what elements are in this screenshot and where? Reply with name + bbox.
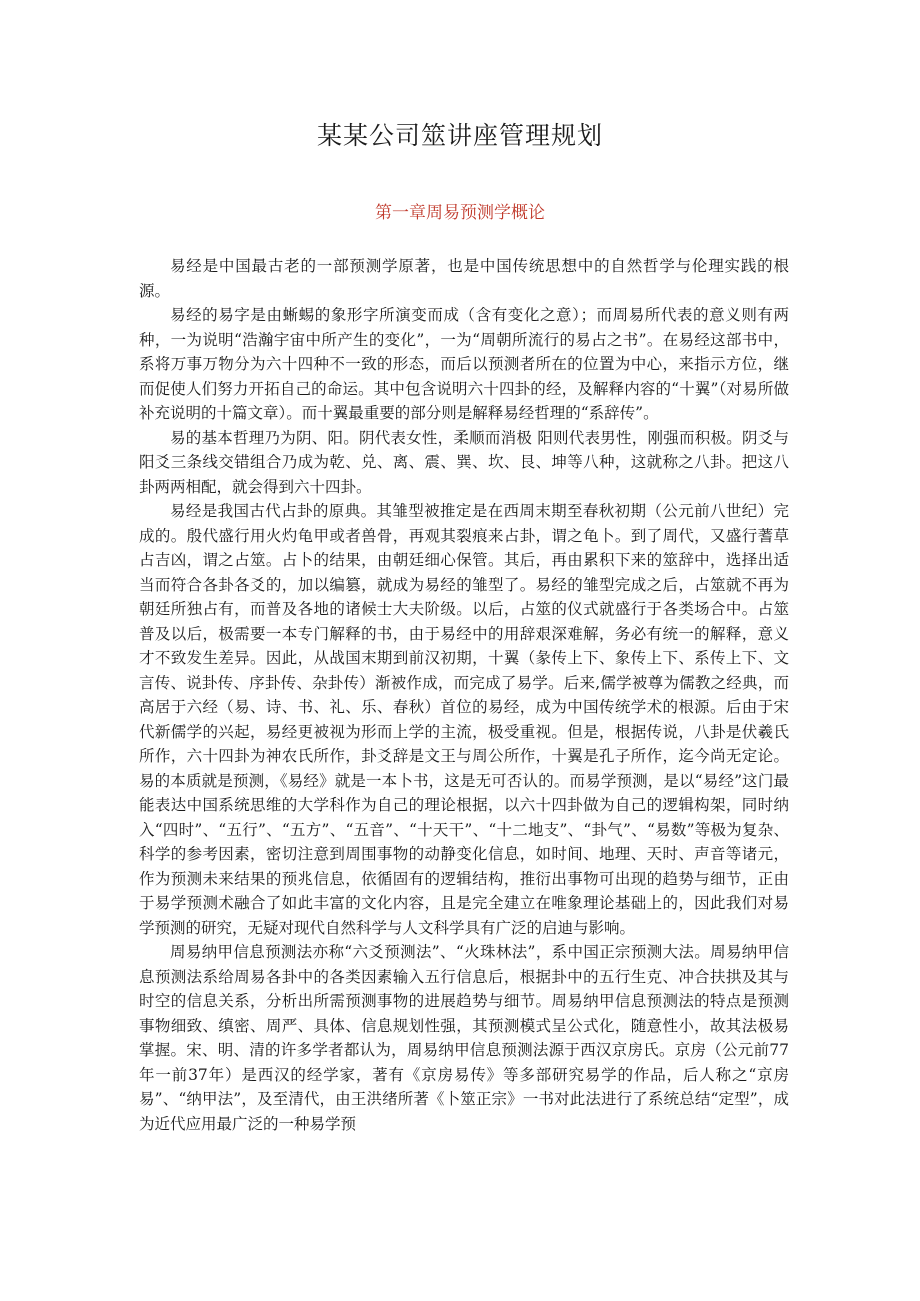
document-body	[139, 254, 789, 1136]
chapter-title: 第一章周易预测学概论	[375, 203, 545, 223]
paragraph: 易经是我国古代占卦的原典。其雏型被推定是在西周末期至春秋初期（公元前八世纪）完成的。殷代盛行用火灼龟甲或者兽骨，再观其裂痕来占卦，谓之龟卜。到了周代，又盛行蓍草占吉凶，谓之占筮。占卜的结果，由朝廷细心保管。其后，再由累积下来的筮辞中，选择出适当而符合各卦各爻的，加以编篡，就成为易经的雏型了。易经的雏型完成之后，占筮就不再为朝廷所独占有，而普及各地的诸候士大夫阶级。以后，占筮的仪式就盛行于各类场合中。占筮普及以后，极需要一本专门解释的书，由于易经中的用辞艰深难解，务必有统一的解释，意义才不致发生差异。因此，从战国末期到前汉初期，十翼（彖传上下、象传上下、系传上下、文言传、说卦传、序卦传、杂卦传）渐被作成，而完成了易学。后来,儒学被尊为儒教之经典，而高居于六经（易、诗、书、礼、乐、春秋）首位的易经，成为中国传统学术的根源。后由于宋代新儒学的兴起，易经更被视为形而上学的主流，极受重视。但是，根据传说，八卦是伏羲氏所作，六十四卦为神农氏所作，卦爻辞是文王与周公所作，十翼是孔子所作，迄今尚无定论。易的本质就是预测，《易经》就是一本卜书，这是无可否认的。而易学预测，是以“易经”这门最能表达中国系统思维的大学科作为自己的理论根据，以六十四卦做为自己的逻辑构架，同时纳入“四时”、“五行”、“五方”、“五音”、“十天干”、“十二地支”、“卦气”、“易数”等极为复杂、科学的参考因素，密切注意到周围事物的动静变化信息，如时间、地理、天时、声音等诸元，作为预测未来结果的预兆信息，依循固有的逻辑结构，推衍出事物可出现的趋势与细节，正由于易学预测术融合了如此丰富的文化内容，且是完全建立在唯象理论基础上的，因此我们对易学预测的研究，无疑对现代自然科学与人文科学具有广泛的启迪与影响。	[139, 502, 789, 937]
document-title: 某某公司筮讲座管理规划	[316, 121, 603, 150]
paragraph: 易经是中国最古老的一部预测学原著，也是中国传统思想中的自然哲学与伦理实践的根源。	[139, 257, 789, 300]
paragraph: 周易纳甲信息预测法亦称“六爻预测法”、“火珠林法”，系中国正宗预测大法。周易纳甲信息预测法系给周易各卦中的各类因素输入五行信息后，根据卦中的五行生克、冲合扶拱及其与时空的信息关系，分析出所需预测事物的进展趋势与细节。周易纳甲信息预测法的特点是预测事物细致、缜密、周严、具体、信息规划性强，其预测模式呈公式化，随意性小，故其法极易掌握。宋、明、清的许多学者都认为，周易纳甲信息预测法源于西汉京房氏。京房（公元前77年一前37年）是西汉的经学家，著有《京房易传》等多部研究易学的作品，后人称之“京房易”、“纳甲法”，及至清代，由王洪绪所著《卜筮正宗》一书对此法进行了系统总结“定型”，成为近代应用最广泛的一种易学预	[139, 943, 789, 1133]
paragraph: 易的基本哲理乃为阴、阳。阴代表女性，柔顺而消极 阳则代表男性，刚强而积极。阴爻与阳爻三条线交错组合乃成为乾、兑、离、震、巽、坎、艮、坤等八种，这就称之八卦。把这八卦两两相配，就会得到六十四卦。	[139, 428, 789, 496]
paragraph: 易经的易字是由蜥蜴的象形字所演变而成（含有变化之意）；而周易所代表的意义则有两种，一为说明“浩瀚宇宙中所产生的变化”，一为“周朝所流行的易占之书”。在易经这部书中，系将万事万物分为六十四种不一致的形态，而后以预测者所在的位置为中心，来指示方位，继而促使人们努力开拓自己的命运。其中包含说明六十四卦的经，及解释内容的“十翼”（对易所做补充说明的十篇文章）。而十翼最重要的部分则是解释易经哲理的“系辞传”。	[139, 306, 789, 422]
